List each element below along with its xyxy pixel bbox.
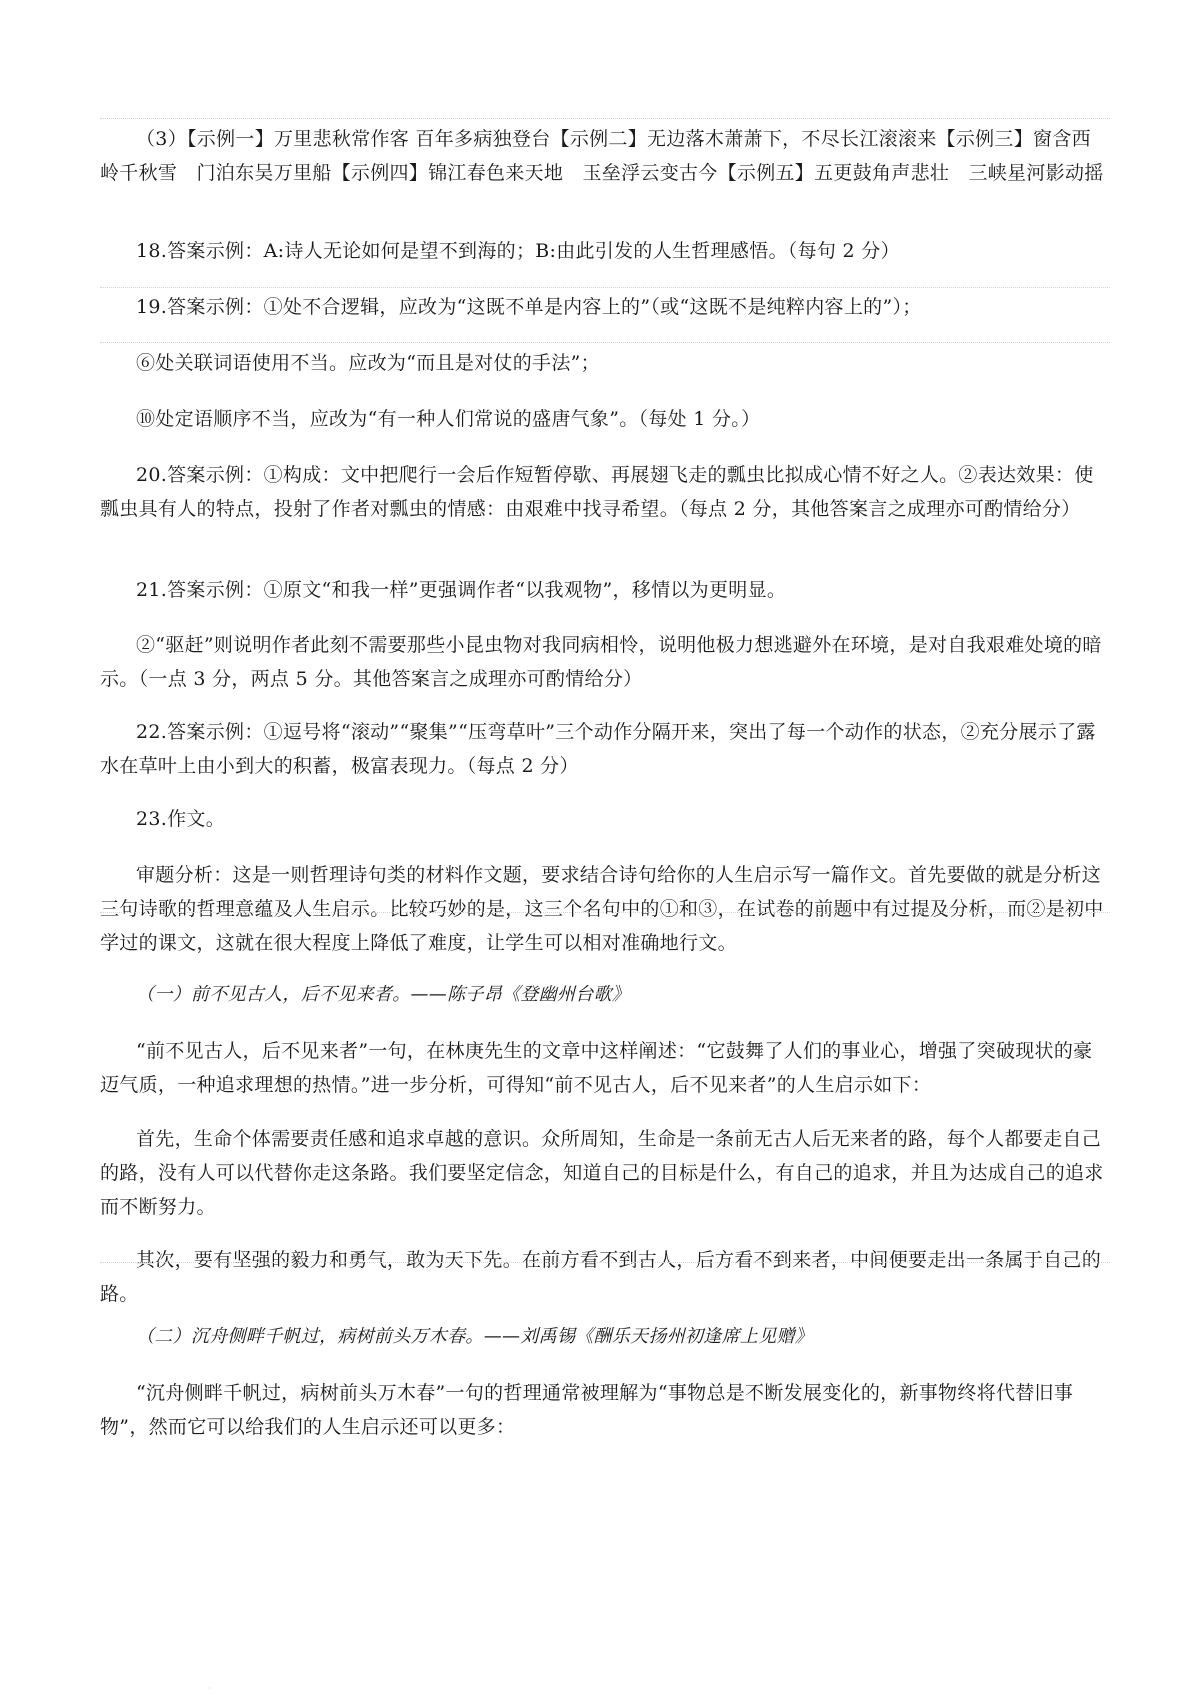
section-2-heading: （二）沉舟侧畔千帆过，病树前头万木春。——刘禹锡《酬乐天扬州初逢席上见赠》 [136, 1326, 814, 1347]
section-2-paragraph-1: “沉舟侧畔千帆过，病树前头万木春”一句的哲理通常被理解为“事物总是不断发展变化的，新事物终将代替旧事物”，然而它可以给我们的人生启示还可以更多： [100, 1382, 1074, 1438]
answer-22: 22.答案示例：①逗号将“滚动”“聚集”“压弯草叶”三个动作分隔开来，突出了每一个动作的状态，②充分展示了露水在草叶上由小到大的积蓄，极富表现力。（每点 2 分） [100, 721, 1096, 777]
answer-21-b: ②“驱赶”则说明作者此刻不需要那些小昆虫物对我同病相怜，说明他极力想逃避外在环境，是对自我艰难处境的暗示。（一点 3 分，两点 5 分。其他答案言之成理亦可酌情给分） [100, 634, 1102, 690]
answer-19-a: 19.答案示例：①处不合逻辑，应改为“这既不单是内容上的”（或“这既不是纯粹内容上的”）； [136, 296, 922, 318]
section-1-paragraph-3: 其次，要有坚强的毅力和勇气，敢为天下先。在前方看不到古人，后方看不到来者，中间便要走出一条属于自己的路。 [100, 1249, 1102, 1305]
divider [100, 118, 1110, 119]
answer-18: 18.答案示例：A:诗人无论如何是望不到海的；B:由此引发的人生哲理感悟。（每句 2 分） [136, 240, 900, 262]
answer-17-3: （3）【示例一】万里悲秋常作客 百年多病独登台【示例二】无边落木萧萧下，不尽长江滚滚来【示例三】窗含西岭千秋雪 门泊东吴万里船【示例四】锦江春色来天地 玉垒浮云变古今【示例五】五更鼓角声悲壮 三峡星河影动摇 [100, 128, 1104, 184]
answer-19-b: ⑥处关联词语使用不当。应改为“而且是对仗的手法”； [136, 352, 600, 374]
section-1-paragraph-2: 首先，生命个体需要责任感和追求卓越的意识。众所周知，生命是一条前无古人后无来者的路，每个人都要走自己的路，没有人可以代替你走这条路。我们要坚定信念，知道自己的目标是什么，有自己的追求，并且为达成自己的追求而不断努力。 [100, 1128, 1104, 1218]
answer-20: 20.答案示例：①构成：文中把爬行一会后作短暂停歇、再展翅飞走的瓢虫比拟成心情不好之人。②表达效果：使瓢虫具有人的特点，投射了作者对瓢虫的情感：由艰难中找寻希望。（每点 2 分，其他答案言之成理亦可酌情给分） [100, 464, 1094, 520]
divider [100, 912, 1110, 913]
divider [100, 342, 1110, 343]
answer-19-c: ⑩处定语顺序不当，应改为“有一种人们常说的盛唐气象”。（每处 1 分。） [136, 408, 761, 430]
answer-21-a: 21.答案示例：①原文“和我一样”更强调作者“以我观物”，移情以为更明显。 [136, 579, 787, 601]
footer-mark: · [208, 1684, 211, 1693]
answer-23-analysis: 审题分析：这是一则哲理诗句类的材料作文题，要求结合诗句给你的人生启示写一篇作文。首先要做的就是分析这三句诗歌的哲理意蕴及人生启示。比较巧妙的是，这三个名句中的①和③，在试卷的前题中有过提及分析，而②是初中学过的课文，这就在很大程度上降低了难度，让学生可以相对准确地行文。 [100, 864, 1104, 954]
section-1-heading: （一）前不见古人，后不见来者。——陈子昂《登幽州台歌》 [136, 984, 631, 1005]
divider [100, 1262, 1110, 1263]
answer-23-title: 23.作文。 [136, 808, 226, 830]
divider [100, 287, 1110, 288]
section-1-paragraph-1: “前不见古人，后不见来者”一句，在林庚先生的文章中这样阐述：“它鼓舞了人们的事业心，增强了突破现状的豪迈气质，一种追求理想的热情。”进一步分析，可得知“前不见古人，后不见来者”的人生启示如下： [100, 1040, 1093, 1096]
